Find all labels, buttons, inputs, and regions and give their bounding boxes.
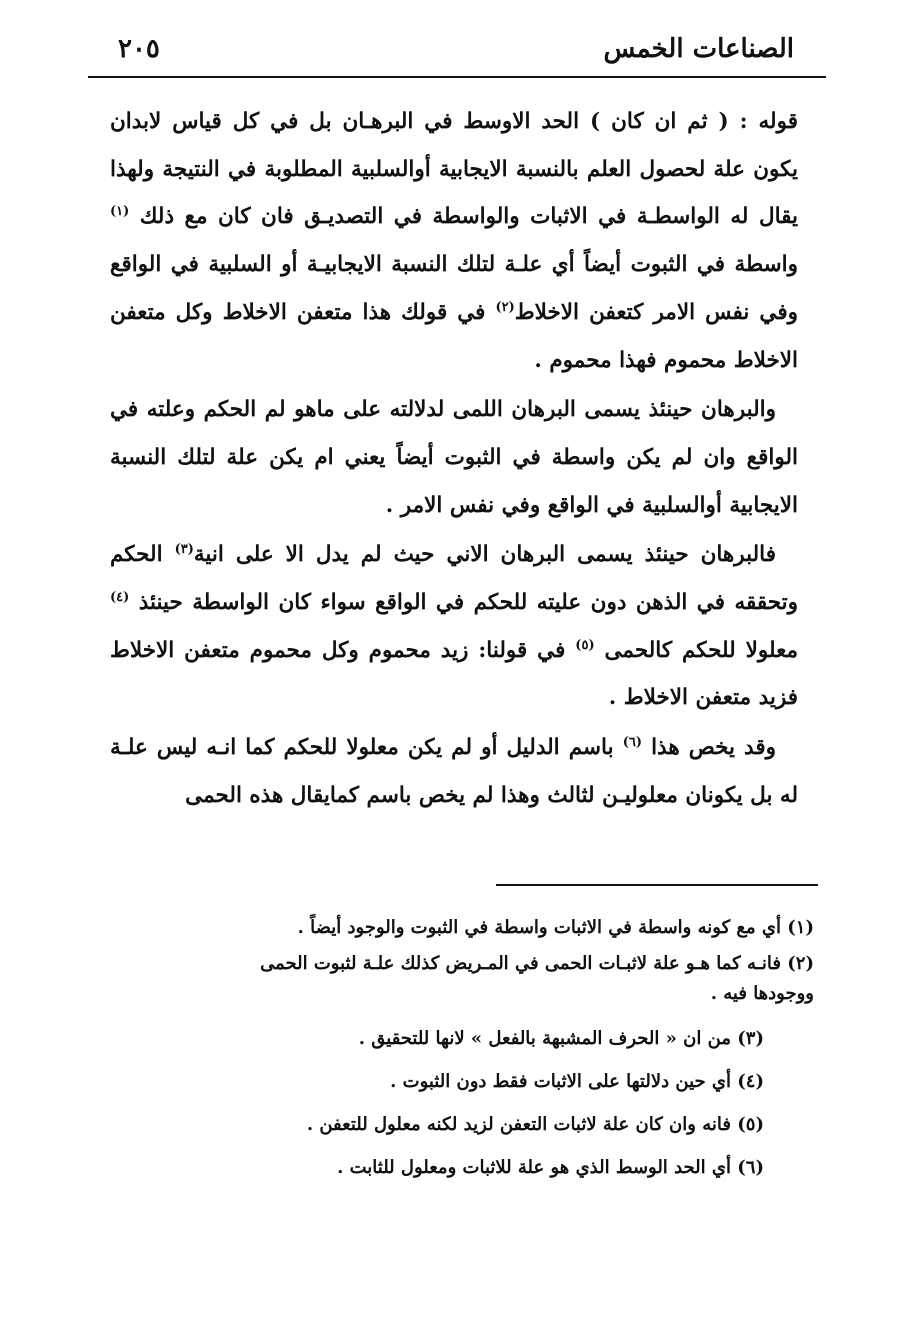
running-header <box>88 26 826 76</box>
paragraph-1-text-2: واسطة في الثبوت أيضاً أي علـة لتلك النسبة الايجابيـة أو السلبية في الواقع وفي نفس الامر كتعفن الاخلاط <box>110 252 798 325</box>
footnote-4 <box>96 1060 814 1103</box>
footnote-2 <box>96 949 814 1009</box>
paragraph-3-text-2: الحكم وتحققه في الذهن دون عليته للحكم في الواقع سواء كان الواسطة حينئذ <box>110 542 798 616</box>
footnote-ref-3: (٣) <box>174 542 194 558</box>
page-number: ٢٠٥ <box>118 34 160 64</box>
footnote-number: (٢) <box>787 953 814 974</box>
footnote-ref-1: (١) <box>110 204 130 220</box>
footnote-text: أي حين دلالتها على الاثبات فقط دون الثبوت . <box>390 1071 731 1092</box>
footnote-number: (٣) <box>737 1028 764 1049</box>
paragraph-2-text: والبرهان حينئذ يسمى البرهان اللمى لدلالته على ماهو لم الحكم وعلته في الواقع وان لم يكن واسطة في الثبوت أيضاً يعني ام يكن علة لتلك النسبة الايجابية أوالسلبية في الواقع وفي نفس الامر . <box>110 397 798 518</box>
footnote-number: (١) <box>787 917 814 938</box>
footnote-ref-2: (٢) <box>495 299 515 315</box>
footnote-text: أي الحد الوسط الذي هو علة للاثبات ومعلول للثابت . <box>337 1157 731 1178</box>
paragraph-1-text-1: ( ثم ان كان ) الحد الاوسط في البرهـان بل في كل قياس لابدان يكون علة لحصول العلم بالنسبة الايجابية أوالسلبية المطلوبة في النتيجة ولهذا يقال له الواسطـة في الاثبات والواسطة في التصديـق فان كان مع ذلك <box>110 109 798 230</box>
paragraph-4-text-1: وقد يخص هذا <box>651 735 776 761</box>
paragraph-1 <box>110 98 798 384</box>
footnote-ref-4: (٤) <box>110 589 130 605</box>
footnotes <box>96 906 814 1189</box>
lead-word: قوله : <box>739 109 798 134</box>
main-text <box>110 98 798 820</box>
paragraph-3-text-1: فالبرهان حينئذ يسمى البرهان الاني حيث لم يدل الا على انية <box>193 542 776 568</box>
header-title: الصناعات الخمس <box>603 34 794 64</box>
paragraph-1-text-3: في قولك هذا متعفن الاخلاط وكل متعفن الاخلاط محموم فهذا محموم . <box>110 299 798 373</box>
footnote-ref-6: (٦) <box>622 734 642 750</box>
paragraph-3-text-4: في قولنا: زيد محموم وكل محموم متعفن الاخلاط فزيد متعفن الاخلاط . <box>110 637 798 711</box>
paragraph-4-text-2: باسم الدليل أو لم يكن معلولا للحكم كما انـه ليس علـة له بل يكونان معلوليـن لثالث وهذا لم يخص باسم كمايقال هذه الحمى <box>110 735 798 808</box>
footnote-text: فانـه كما هـو علة لاثبـات الحمى في المـريض كذلك علـة لثبوت الحمى <box>260 953 781 974</box>
footnote-1 <box>96 906 814 949</box>
footnote-number: (٦) <box>737 1157 764 1178</box>
footnote-rule <box>496 884 818 886</box>
footnote-number: (٤) <box>737 1071 764 1092</box>
header-rule <box>88 76 826 78</box>
paragraph-3-text-3: معلولا للحكم كالحمى <box>604 637 799 663</box>
footnote-ref-5: (٥) <box>575 637 595 653</box>
footnote-6 <box>96 1146 814 1189</box>
footnote-text-continued: ووجودها فيه . <box>710 983 814 1004</box>
footnote-text: أي مع كونه واسطة في الاثبات واسطة في الثبوت والوجود أيضاً . <box>297 917 781 938</box>
footnote-5 <box>96 1103 814 1146</box>
paragraph-2 <box>110 386 798 529</box>
paragraph-4 <box>110 724 798 819</box>
footnote-text: فانه وان كان علة لاثبات التعفن لزيد لكنه معلول للتعفن . <box>306 1114 731 1135</box>
footnote-text: من ان « الحرف المشبهة بالفعل » لانها للتحقيق . <box>358 1028 731 1049</box>
footnote-3 <box>96 1017 814 1060</box>
footnote-number: (٥) <box>737 1114 764 1135</box>
paragraph-3 <box>110 531 798 722</box>
